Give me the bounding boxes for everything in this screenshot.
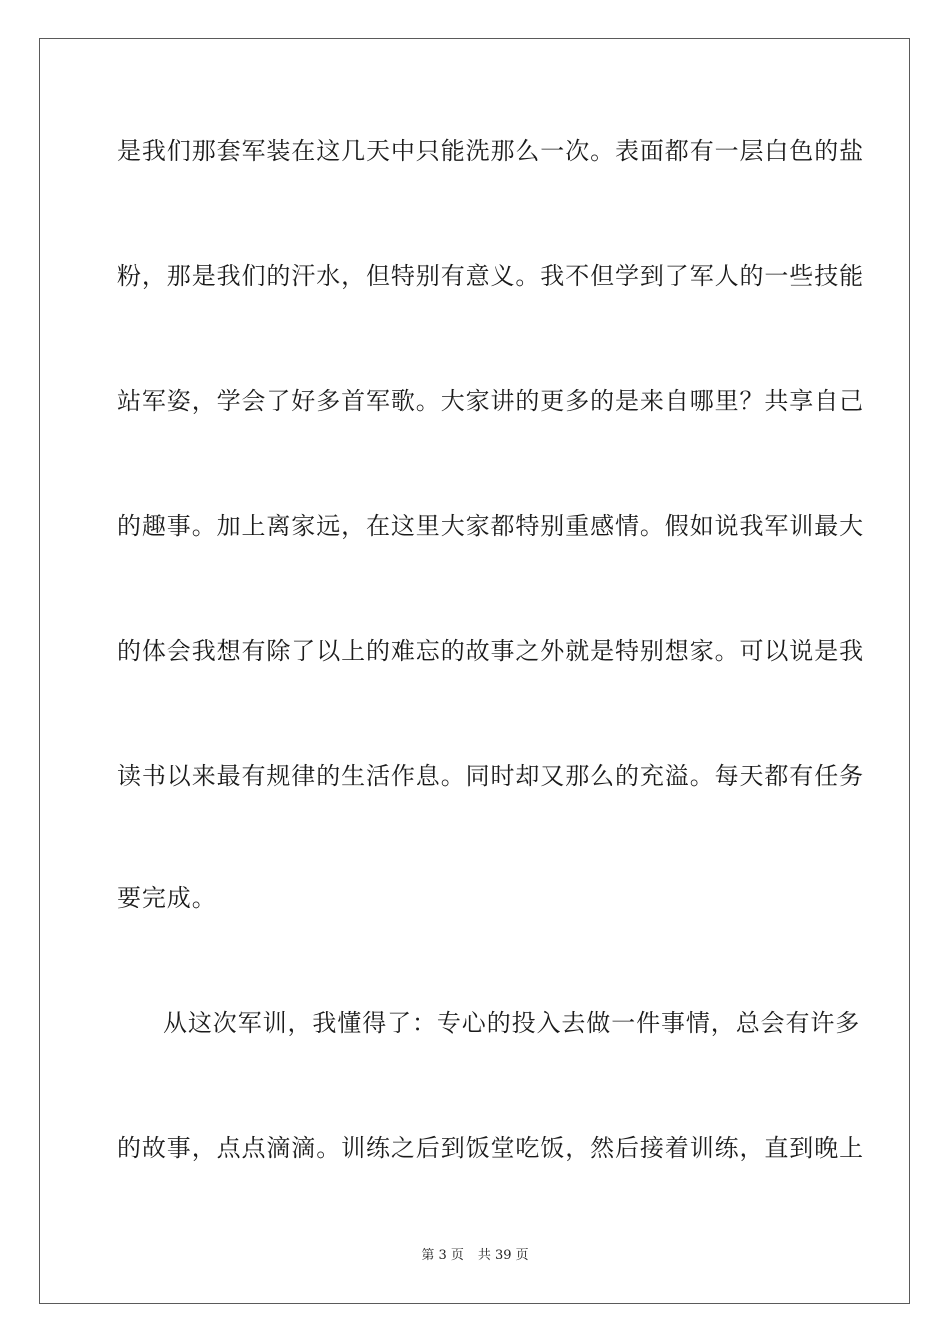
paragraph-line: 站军姿，学会了好多首军歌。大家讲的更多的是来自哪里？共享自己: [117, 387, 864, 415]
page-footer: [0, 1247, 950, 1265]
paragraph-line-indented: 从这次军训，我懂得了：专心的投入去做一件事情，总会有许多: [163, 1009, 861, 1037]
paragraph-line: 的体会我想有除了以上的难忘的故事之外就是特别想家。可以说是我: [117, 637, 864, 665]
paragraph-line: 的故事，点点滴滴。训练之后到饭堂吃饭，然后接着训练，直到晚上: [117, 1134, 864, 1162]
paragraph-line: 要完成。: [117, 884, 217, 912]
page-border: [39, 38, 910, 1304]
paragraph-line: 读书以来最有规律的生活作息。同时却又那么的充溢。每天都有任务: [117, 762, 864, 790]
paragraph-line: 的趣事。加上离家远，在这里大家都特别重感情。假如说我军训最大: [117, 512, 864, 540]
paragraph-line: 是我们那套军装在这几天中只能洗那么一次。表面都有一层白色的盐: [117, 137, 864, 165]
page-number: 第 3 页: [421, 1248, 464, 1263]
paragraph-line: 粉，那是我们的汗水，但特别有意义。我不但学到了军人的一些技能: [117, 262, 864, 290]
page-total: 共 39 页: [477, 1248, 529, 1263]
